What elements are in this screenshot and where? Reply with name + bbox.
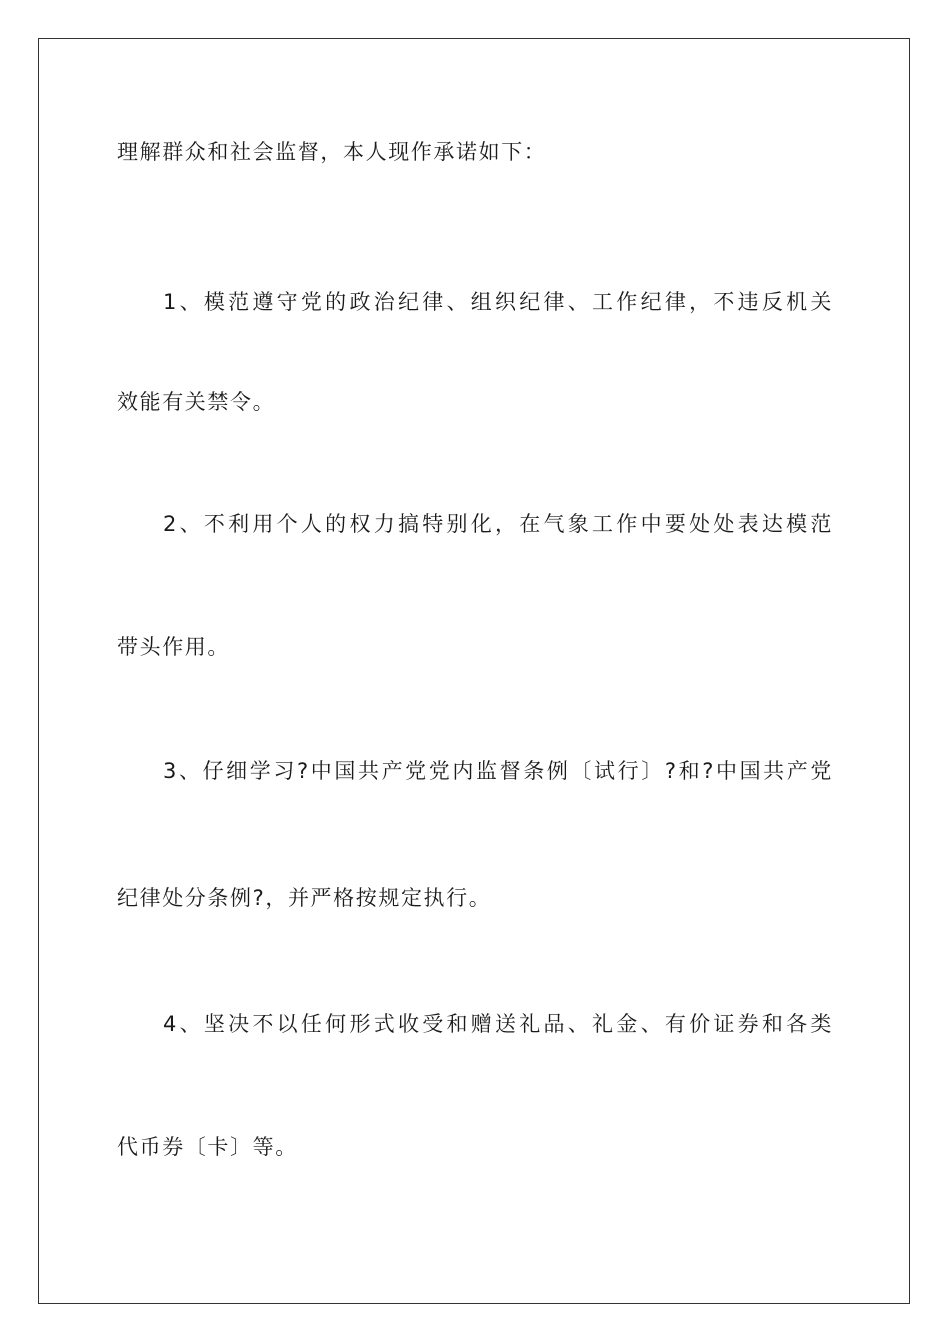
- text-line-4: 2、不利用个人的权力搞特别化，在气象工作中要处处表达模范: [163, 512, 833, 536]
- text-line-1: 理解群众和社会监督，本人现作承诺如下：: [117, 140, 547, 164]
- text-line-9: 代币券〔卡〕等。: [117, 1135, 298, 1159]
- text-line-3: 效能有关禁令。: [117, 390, 276, 414]
- text-line-6: 3、仔细学习?中国共产党党内监督条例〔试行〕?和?中国共产党: [163, 759, 833, 783]
- text-line-7: 纪律处分条例?，并严格按规定执行。: [117, 886, 492, 910]
- text-line-2: 1、模范遵守党的政治纪律、组织纪律、工作纪律，不违反机关: [163, 290, 833, 314]
- text-line-5: 带头作用。: [117, 635, 230, 659]
- page-frame: [38, 38, 910, 1304]
- text-line-8: 4、坚决不以任何形式收受和赠送礼品、礼金、有价证券和各类: [163, 1012, 833, 1036]
